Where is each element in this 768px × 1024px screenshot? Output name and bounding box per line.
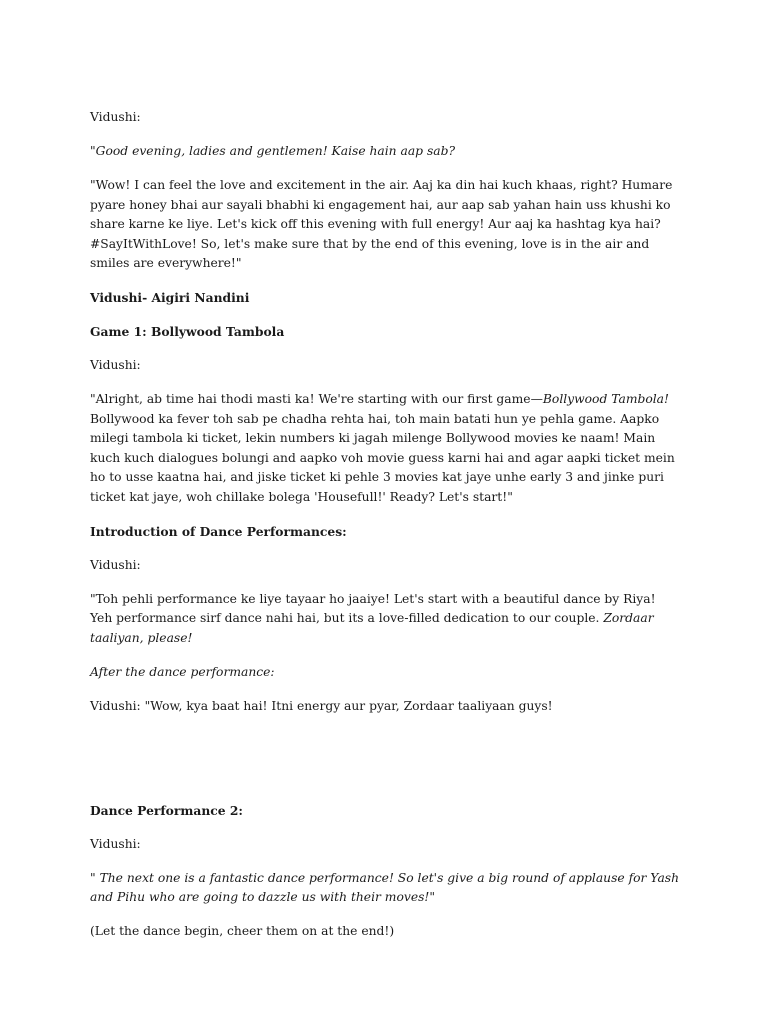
after-dance-note: After the dance performance: [90,664,275,679]
opening-greeting: "Good evening, ladies and gentlemen! Kaise hain aap sab? [90,144,456,158]
document-page [90,108,680,956]
tambola-text-a: "Alright, ab time hai thodi masti ka! We're starting with our first game— [90,392,543,406]
opening-paragraph: "Wow! I can feel the love and excitement in the air. Aaj ka din hai kuch khaas, right? Humare pyare honey bhai aur sayali bhabhi ki engagement hai, aur aap sab yahan hain uss khushi ko share karne ke liye. Let's kick off this evening with full energy! Aur aaj ka hashtag kya hai? #SayItWithLove! So, let's make sure that by the end of this evening, love is in the air and smiles are everywhere!" [90,178,673,270]
blank-space [90,731,680,801]
tambola-paragraph [90,390,680,507]
heading-game-1: Game 1: Bollywood Tambola [90,324,285,339]
heading-dance-intro: Introduction of Dance Performances: [90,523,347,539]
speaker-label: Vidushi: [90,836,141,851]
dance-2-stage-note: (Let the dance begin, cheer them on at the end!) [90,924,395,938]
speaker-label: Vidushi: [90,110,141,124]
tambola-text-c: Bollywood ka fever toh sab pe chadha rehta hai, toh main batati hun ye pehla game. Aapko milegi tambola ki ticket, lekin numbers ki jagah milenge Bollywood movies ke naam! Main kuch kuch dialogues bolungi and aapko voh movie guess karni hai and agar aapki ticket mein ho to usse kaatna hai, and jiske ticket ki pehle 3 movies kat jaye unhe early 3 and jinke puri ticket kat jaye, woh chillake bolega 'Housefull!' Ready? Let's start!" [90,411,675,504]
speaker-label: Vidushi: [90,358,141,372]
heading-aigiri-nandini: Vidushi- Aigiri Nandini [90,290,250,305]
after-dance-line: Vidushi: "Wow, kya baat hai! Itni energy aur pyar, Zordaar taaliyaan guys! [90,698,553,713]
tambola-game-name: Bollywood Tambola! [542,392,669,406]
speaker-label: Vidushi: [90,557,141,572]
dance-2-paragraph: " The next one is a fantastic dance performance! So let's give a big round of applause for Yash and Pihu who are going to dazzle us with their moves!" [90,870,680,904]
heading-dance-2: Dance Performance 2: [90,802,243,818]
dance-1-paragraph [90,590,680,649]
dance-1-applause: Zordaar taaliyan, please! [90,611,654,645]
dance-1-text: "Toh pehli performance ke liye tayaar ho jaaiye! Let's start with a beautiful dance by Riya! Yeh performance sirf dance nahi hai, but its a love-filled dedication to our couple. [90,591,656,625]
